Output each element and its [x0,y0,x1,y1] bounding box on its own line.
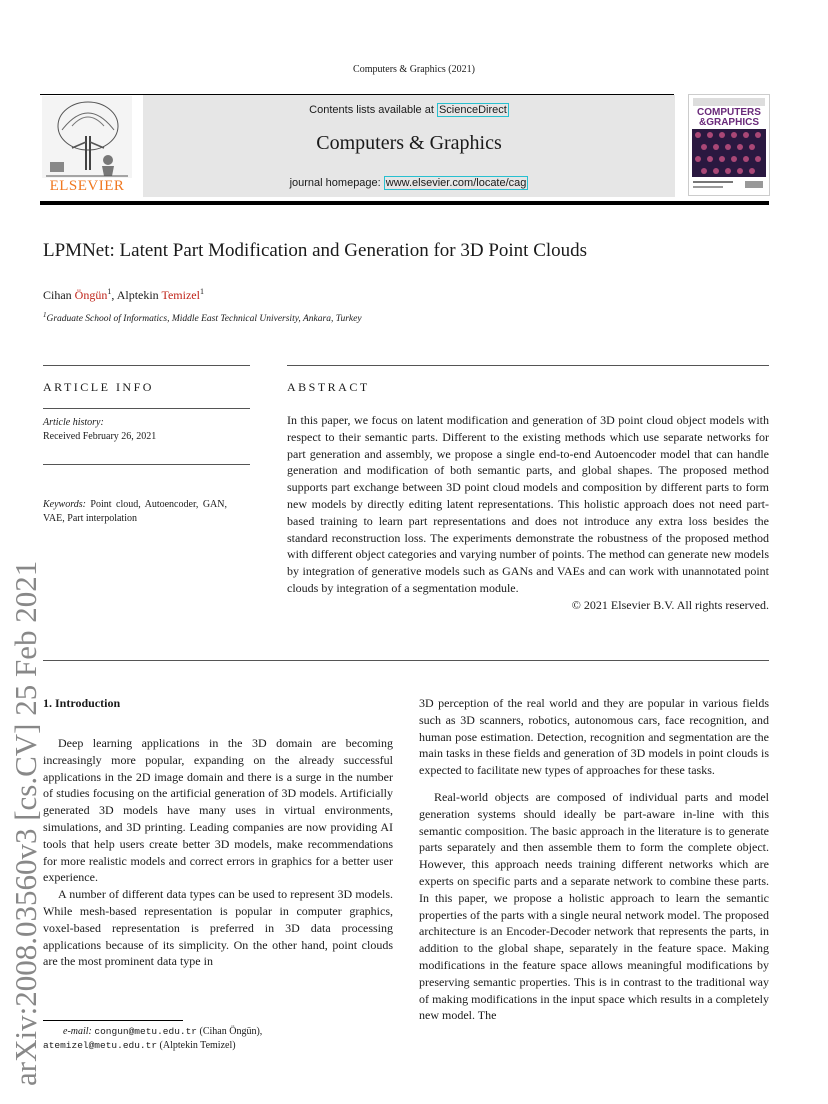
footnote-rule [43,1020,183,1021]
keywords-label: Keywords: [43,499,86,510]
article-info-heading: ARTICLE INFO [43,380,154,394]
cover-title-line-2: &GRAPHICS [698,117,759,128]
author-separator: , [111,288,117,302]
cover-text-line [693,181,733,183]
author1-last[interactable]: Öngün [74,288,108,302]
email-1-name: (Cihan Öngün), [197,1026,263,1037]
history-label: Article history: [43,417,104,428]
abstract-body [287,412,769,614]
running-journal-line: Computers & Graphics (2021) [353,64,475,75]
intro-heading: 1. Introduction [43,696,121,710]
author1-sup: 1 [107,287,112,296]
keywords [43,498,227,526]
elsevier-logo [42,96,132,196]
author-line [43,287,204,303]
affiliation [43,311,362,324]
homepage-link[interactable]: www.elsevier.com/locate/cag [385,177,527,189]
right-column [419,695,769,1024]
email-label: e-mail: [63,1026,95,1037]
email-1[interactable]: congun@metu.edu.tr [94,1026,198,1037]
intro-paragraph: 3D perception of the real world and they are popular in various fields such as 3D scanners, robotics, autonomous cars, face recognition, and human pose estimation. Detection, recognition and segmentation are the main tasks in these fields and generation of 3D models in point clouds is expected to facilitate new types of approaches for these tasks. [419,696,769,778]
cover-title-line-1: COMPUTERS [697,107,761,118]
journal-cover-thumbnail [688,94,770,196]
footnote [43,1025,403,1053]
author2-first: Alptekin [116,288,162,302]
affiliation-sup: 1 [43,311,47,319]
info-rule-top [43,365,250,366]
arxiv-side-stamp: arXiv:2008.03560v3 [cs.CV] 25 Feb 2021 [8,560,43,1086]
cover-top-strip [693,98,765,106]
footnote-line-1 [43,1025,403,1039]
info-rule [43,464,250,465]
elsevier-wordmark: ELSEVIER [49,178,125,194]
article-history [43,416,250,444]
contents-prefix: Contents lists available at [309,104,437,116]
footnote-line-2 [43,1039,403,1053]
journal-name: Computers & Graphics [316,132,502,154]
sciencedirect-link[interactable]: ScienceDirect [438,104,507,116]
author2-sup: 1 [199,287,204,296]
cover-logo-mark [745,181,763,188]
abstract-heading: ABSTRACT [287,380,370,394]
keywords-text: Point cloud, Autoencoder, GAN, VAE, Part interpolation [43,499,227,524]
author1-first: Cihan [43,288,75,302]
received-date: Received February 26, 2021 [43,431,157,442]
paper-title: LPMNet: Latent Part Modification and Generation for 3D Point Clouds [43,240,588,261]
homepage-prefix: journal homepage: [289,177,384,189]
copyright-notice: © 2021 Elsevier B.V. All rights reserved. [571,597,769,612]
front-matter-rule [43,660,769,661]
intro-paragraph: A number of different data types can be used to represent 3D models. While mesh-based representation is popular in computer graphics, voxel-based representation is preferred in 3D data processing applications because of its simplicity. On the other hand, point clouds are the most prominent data type in [43,887,393,969]
cover-pattern-icon [692,129,766,177]
affiliation-text: Graduate School of Informatics, Middle East Technical University, Ankara, Turkey [46,314,362,325]
left-column [43,735,393,970]
contents-line [143,104,675,116]
journal-homepage-line [143,177,675,189]
intro-paragraph: Real-world objects are composed of individual parts and model generation systems should ideally be part-aware in-line with this semantic composition. The basic approach in the literature is to generate parts separately and then assemble them to form the complete object. However, this approach needs training different networks which are experts on specific parts and a separate network to combine these parts. In this paper, we propose a holistic approach to learn the semantic properties of the parts with a single neural network model. The proposed architecture is an Encoder-Decoder network that represents the parts, in addition to the global shape, separately in the feature space. Making modifications in the feature space allows meaningful modifications by preserving semantic properties. This is in contrast to the traditional way of making modifications in the input space which results in a completely new model. The [419,789,769,1023]
abstract-text: In this paper, we focus on latent modification and generation of 3D point cloud object models with respect to their semantic parts. Different to the existing methods which use separate networks for part generation and assembly, we propose a single end-to-end Autoencoder model that can handle generation and modification of both semantic parts, and global shapes. The proposed method supports part exchange between 3D point cloud models and composition by different parts to form new models by directly editing latent representations. This holistic approach does not need part-based training to learn part representations and does not introduce any extra loss besides the standard reconstruction loss. The experiments demonstrate the robustness of the proposed method with different object categories and varying number of points. The method can generate new models by integration of generative models such as GANs and VAEs and can work with unannotated point clouds by integration of a segmentation module. [287,413,769,595]
intro-paragraph: Deep learning applications in the 3D domain are becoming increasingly more popular, expanding on the already successful applications in the 2D image domain and there is a surge in the number of studies focusing on the artificial generation of 3D models. Artificially generated 3D models have many uses in virtual environments, simulations, and 3D printing. Leading companies are now providing AI tools that help users create better 3D models, make recommendations for more realistic models and correct errors in graphics for a better user experience. [43,736,393,885]
email-2[interactable]: atemizel@metu.edu.tr [43,1040,158,1051]
cover-title [692,108,766,128]
info-rule [43,408,250,409]
email-2-name: (Alptekin Temizel) [157,1040,236,1051]
header-thick-rule [40,201,769,205]
author2-last[interactable]: Temizel [161,288,200,302]
cover-text-line [693,186,723,188]
abstract-rule-top [287,365,769,366]
